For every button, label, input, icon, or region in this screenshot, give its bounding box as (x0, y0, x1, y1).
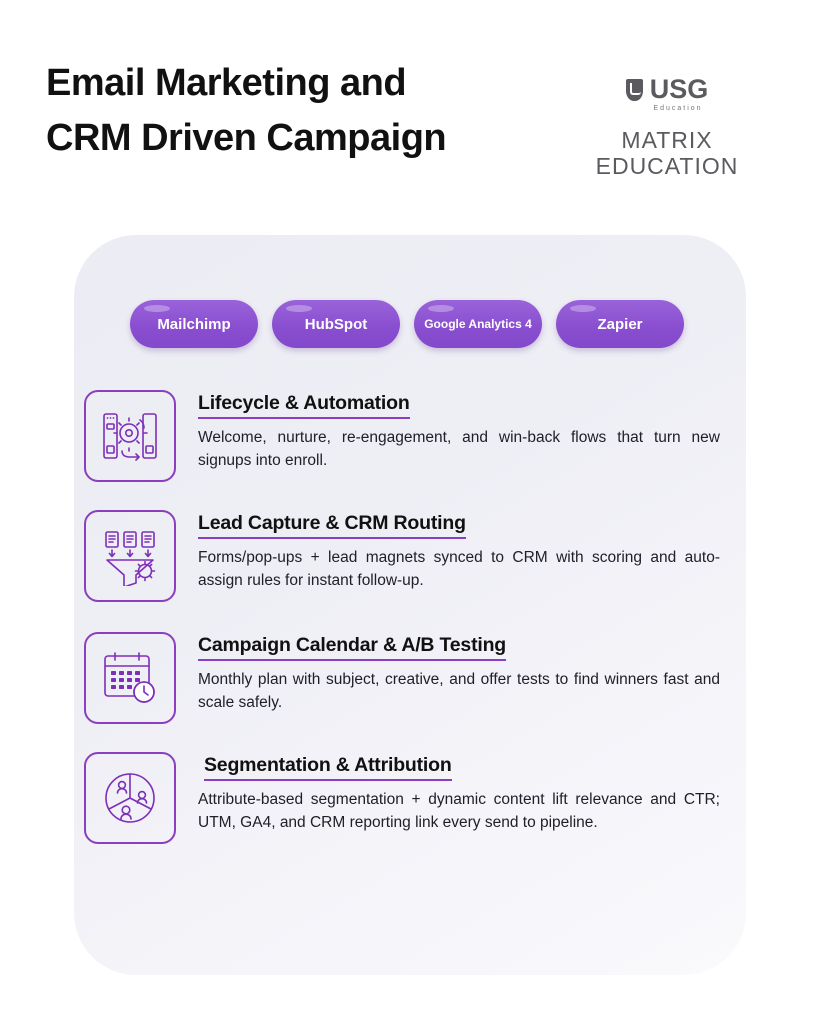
calendar-clock-icon (84, 632, 176, 724)
tool-pill-google-analytics-4[interactable] (414, 300, 542, 348)
feature-text (198, 632, 728, 715)
feature-title: Campaign Calendar & A/B Testing (198, 634, 506, 661)
matrix-logo (577, 128, 757, 180)
matrix-logo-line-2: EDUCATION (595, 152, 739, 179)
feature-text (198, 510, 728, 593)
feature-title: Lifecycle & Automation (198, 392, 410, 419)
tool-pill-row (130, 300, 706, 348)
usg-logo-text: USG (649, 74, 709, 104)
feature-description: Monthly plan with subject, creative, and offer tests to find winners fast and scale safely. (198, 671, 720, 712)
page-title-line-2: CRM Driven Campaign (46, 117, 447, 160)
automation-gear-icon (84, 390, 176, 482)
tool-pill-mailchimp[interactable] (130, 300, 258, 348)
feature-description: Attribute-based segmentation + dynamic content lift relevance and CTR; UTM, GA4, and CRM reporting link every send to pipeline. (198, 791, 720, 832)
usg-logo-subtext: Education (653, 105, 703, 112)
content-card (74, 235, 746, 975)
lead-funnel-icon (84, 510, 176, 602)
feature-description: Welcome, nurture, re-engagement, and win-back flows that turn new signups into enroll. (198, 429, 720, 470)
feature-text (198, 390, 728, 473)
usg-logo (577, 76, 757, 103)
feature-item (84, 752, 728, 844)
tool-pill-zapier[interactable] (556, 300, 684, 348)
feature-list (84, 390, 728, 844)
tool-pill-hubspot[interactable] (272, 300, 400, 348)
feature-description: Forms/pop-ups + lead magnets synced to CRM with scoring and auto-assign rules for instant follow-up. (198, 549, 720, 590)
shield-icon (626, 79, 643, 101)
page-title (46, 56, 566, 166)
feature-text (198, 752, 728, 835)
feature-item (84, 510, 728, 602)
feature-item (84, 632, 728, 724)
page-title-line-1: Email Marketing and (46, 62, 407, 104)
tool-pill-label: Zapier (597, 315, 643, 333)
pie-chart-people-icon (84, 752, 176, 844)
tool-pill-label: Google Analytics 4 (424, 316, 532, 331)
feature-title: Lead Capture & CRM Routing (198, 512, 466, 539)
tool-pill-label: Mailchimp (157, 315, 231, 333)
matrix-logo-line-1: MATRIX (621, 127, 713, 153)
brand-logos (577, 76, 757, 180)
feature-item (84, 390, 728, 482)
feature-title: Segmentation & Attribution (204, 754, 452, 781)
tool-pill-label: HubSpot (304, 315, 368, 333)
page-header (46, 56, 773, 196)
